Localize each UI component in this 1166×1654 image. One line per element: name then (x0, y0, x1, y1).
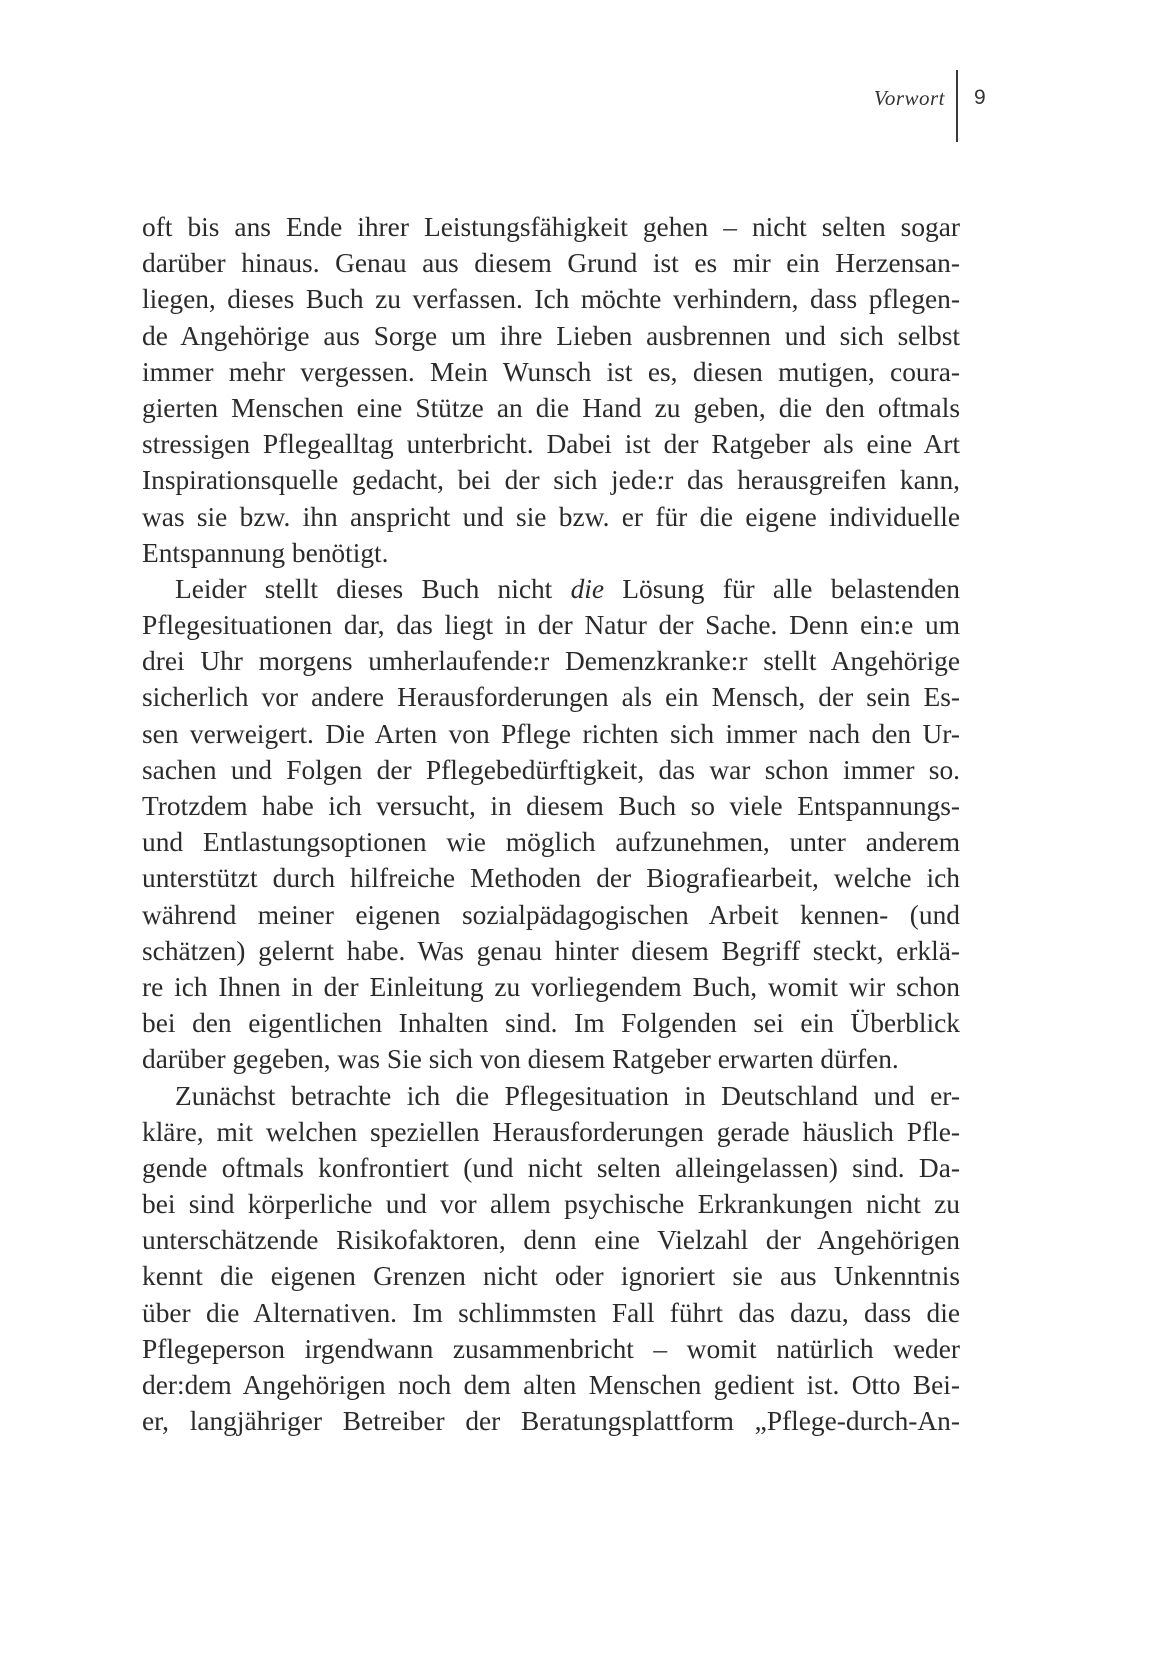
text-line: was sie bzw. ihn anspricht und sie bzw. er für die eigene individuelle (142, 501, 960, 532)
text-line: immer mehr vergessen. Mein Wunsch ist es, diesen mutigen, coura- (142, 356, 960, 387)
header-divider (956, 70, 958, 142)
text-line: sen verweigert. Die Arten von Pflege richten sich immer nach den Ur- (142, 718, 960, 749)
running-head (780, 70, 1020, 146)
text-line: über die Alternativen. Im schlimmsten Fall führt das dazu, dass die (142, 1297, 960, 1328)
text-line: darüber gegeben, was Sie sich von diesem Ratgeber erwarten dürfen. (142, 1044, 899, 1075)
text-line: kennt die eigenen Grenzen nicht oder ignoriert sie aus Unkenntnis (142, 1261, 960, 1292)
text-line: Trotzdem habe ich versucht, in diesem Buch so viele Entspannungs- (142, 791, 960, 821)
text-line: gierten Menschen eine Stütze an die Hand zu geben, die den oftmals (142, 392, 960, 423)
text-line: er, langjähriger Betreiber der Beratungsplattform „Pflege-durch-An- (142, 1406, 960, 1437)
text-line: oft bis ans Ende ihrer Leistungsfähigkeit gehen – nicht selten sogar (142, 212, 960, 242)
text-line: gende oftmals konfrontiert (und nicht selten alleingelassen) sind. Da- (142, 1152, 960, 1183)
text-line: während meiner eigenen sozialpädagogischen Arbeit kennen- (und (142, 899, 960, 930)
text-line: unterschätzende Risikofaktoren, denn eine Vielzahl der Angehörigen (142, 1225, 960, 1256)
page-number: 9 (974, 86, 986, 109)
text-line: bei den eigentlichen Inhalten sind. Im Folgenden sei ein Überblick (142, 1008, 960, 1039)
text-line: Pflegeperson irgendwann zusammenbricht – womit natürlich weder (142, 1333, 960, 1364)
text-line: Inspirationsquelle gedacht, bei der sich jede:r das herausgreifen kann, (142, 465, 960, 496)
text-line: schätzen) gelernt habe. Was genau hinter diesem Begriff steckt, erklä- (142, 935, 960, 966)
running-title: Vorwort (873, 86, 945, 110)
body-text (142, 209, 960, 1439)
text-line: bei sind körperliche und vor allem psychische Erkrankungen nicht zu (142, 1189, 960, 1220)
text-line: Entspannung benötigt. (142, 537, 389, 568)
text-line: sachen und Folgen der Pflegebedürftigkeit, das war schon immer so. (142, 754, 960, 785)
text-line: de Angehörige aus Sorge um ihre Lieben ausbrennen und sich selbst (142, 320, 960, 351)
text-run: Leider stellt dieses Buch nicht (175, 573, 571, 604)
paragraph-start-line: Zunächst betrachte ich die Pflegesituation in Deutschland und er- (175, 1080, 960, 1111)
text-line: liegen, dieses Buch zu verfassen. Ich möchte verhindern, dass pflegen- (142, 284, 960, 315)
text-run: Lösung für alle belastenden (604, 573, 961, 604)
text-line: darüber hinaus. Genau aus diesem Grund ist es mir ein Herzensan- (142, 248, 960, 279)
text-line: stressigen Pflegealltag unterbricht. Dabei ist der Ratgeber als eine Art (142, 429, 960, 460)
paragraph-start-line (142, 571, 960, 607)
text-line: Pflegesituationen dar, das liegt in der Natur der Sache. Denn ein:e um (142, 610, 960, 641)
text-line: kläre, mit welchen speziellen Herausforderungen gerade häuslich Pfle- (142, 1116, 960, 1147)
text-line: re ich Ihnen in der Einleitung zu vorliegendem Buch, womit wir schon (142, 971, 960, 1002)
text-line: drei Uhr morgens umherlaufende:r Demenzkranke:r stellt Angehörige (142, 646, 960, 677)
emphasis-text: die (570, 573, 605, 604)
text-line: unterstützt durch hilfreiche Methoden der Biografiearbeit, welche ich (142, 863, 960, 894)
text-line: und Entlastungsoptionen wie möglich aufzunehmen, unter anderem (142, 827, 960, 858)
text-line: der:dem Angehörigen noch dem alten Menschen gedient ist. Otto Bei- (142, 1370, 960, 1400)
text-line: sicherlich vor andere Herausforderungen als ein Mensch, der sein Es- (142, 682, 960, 713)
